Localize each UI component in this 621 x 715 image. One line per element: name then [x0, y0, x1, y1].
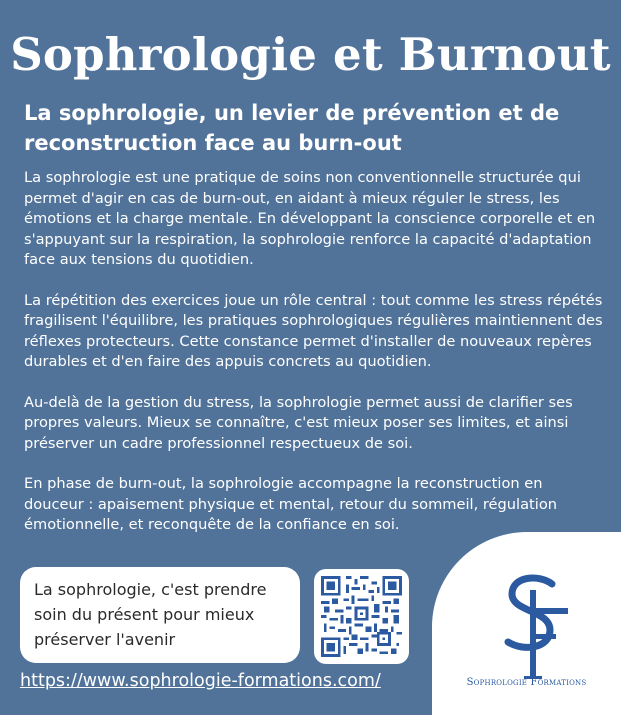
paragraph: La sophrologie est une pratique de soins non conventionnelle structurée qui permet d'agir en cas de burn-out, en aidant à mieux réguler le stress, les émotions et la charge mentale. En développant la conscience corporelle et en s'appuyant sur la respiration, la sophrologie renforce la capacité d'adaptation face aux tensions du quotidien. — [24, 169, 596, 268]
quote-line: soin du présent pour mieux — [34, 605, 255, 624]
qr-code[interactable] — [314, 569, 409, 664]
quote-line: La sophrologie, c'est prendre — [34, 580, 267, 599]
page-title: Sophrologie et Burnout — [10, 28, 611, 81]
brand-name: Sophrologie Formations — [466, 677, 587, 688]
paragraph: En phase de burn-out, la sophrologie accompagne la reconstruction en douceur : apaisement physique et mental, retour du sommeil, régulation émotionnelle, et reconquête de la confiance en soi. — [24, 475, 557, 533]
website-link[interactable]: https://www.sophrologie-formations.com/ — [20, 671, 381, 691]
logo-area — [432, 532, 621, 715]
qr-code-icon — [321, 576, 402, 657]
sf-monogram-logo-icon — [494, 572, 574, 682]
paragraph: Au-delà de la gestion du stress, la sophrologie permet aussi de clarifier ses propres valeurs. Mieux se connaître, c'est mieux poser ses limites, et ainsi préserver un cadre professionnel respectueux de soi. — [24, 393, 573, 452]
body-text — [24, 168, 604, 556]
quote-line: préserver l'avenir — [34, 630, 176, 649]
paragraph: La répétition des exercices joue un rôle central : tout comme les stress répétés fragilisent l'équilibre, les pratiques sophrologiques régulières maintiennent des réflexes protecteurs. Cette constance permet d'installer de nouveaux repères durables et d'en faire des appuis concrets au quotidien. — [24, 291, 603, 370]
quote-card — [20, 567, 300, 663]
page-subtitle: La sophrologie, un levier de prévention et de reconstruction face au burn-out — [24, 101, 560, 155]
